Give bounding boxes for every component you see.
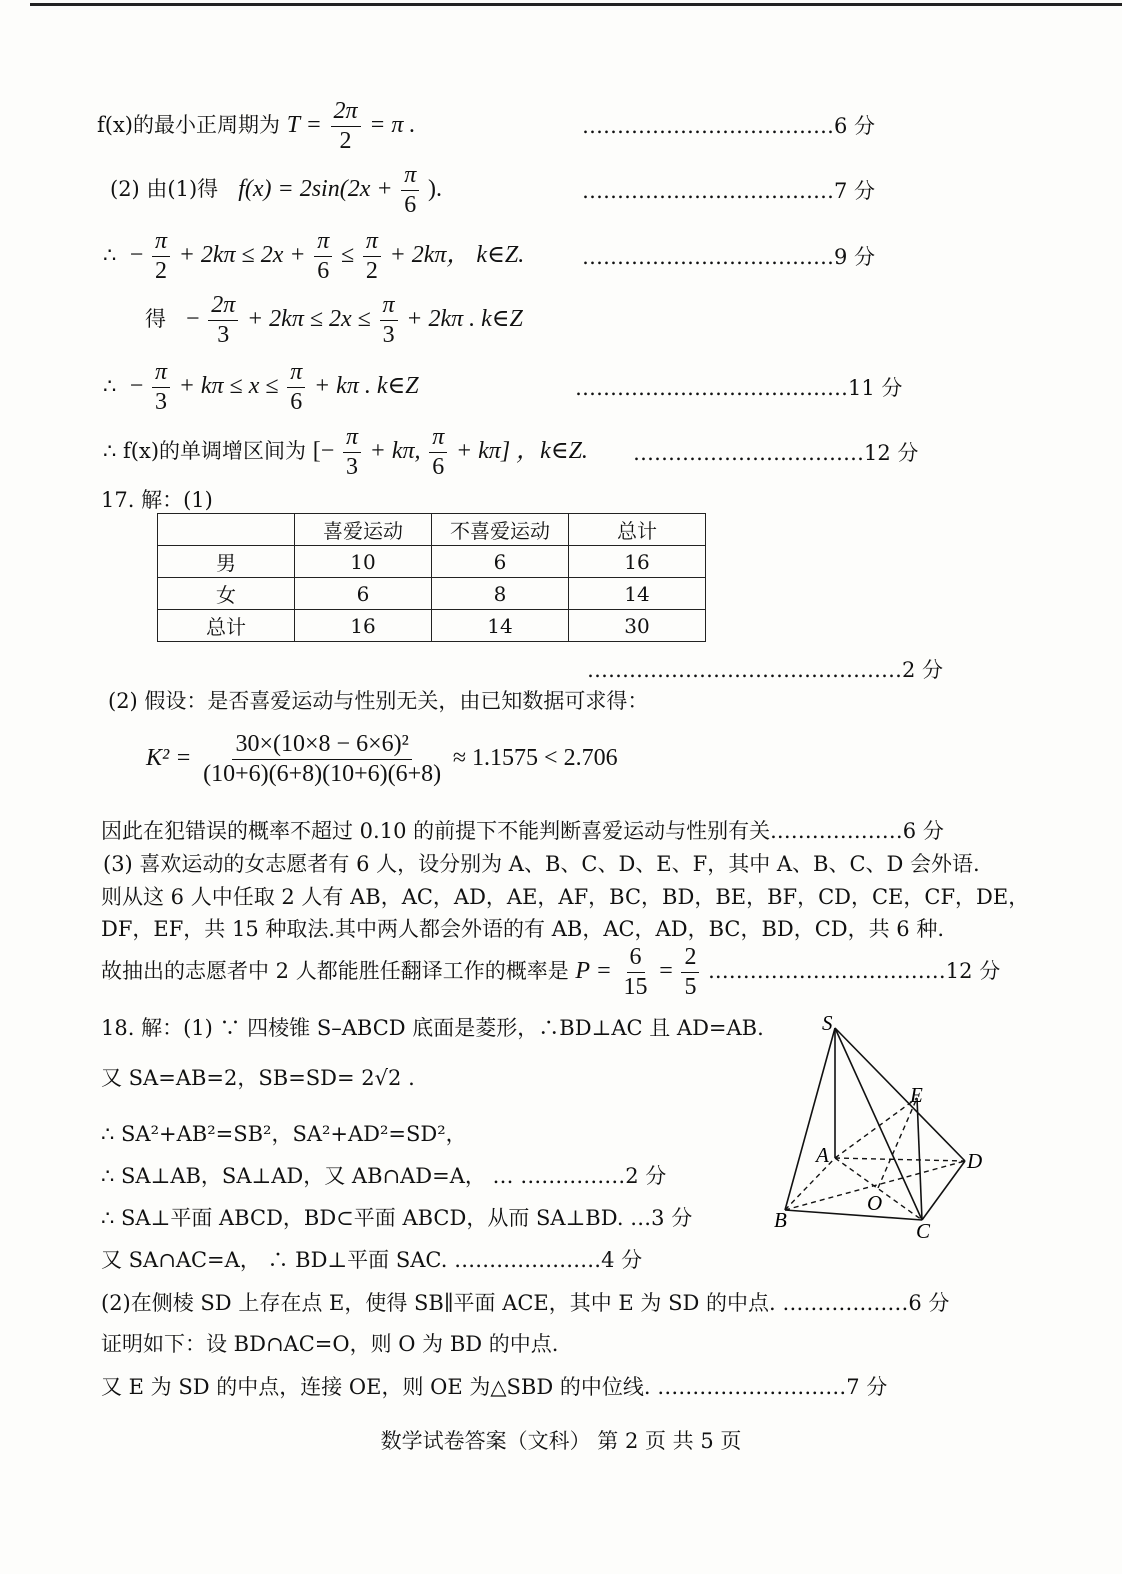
table-cell: 总计 (569, 514, 706, 546)
score: ………………………………9 分 (582, 245, 876, 269)
denominator: 2 (154, 258, 167, 285)
denominator: 3 (382, 322, 395, 349)
math: f(x) = 2sin(2x + (238, 176, 393, 203)
text: f(x)的最小正周期为 (97, 113, 281, 138)
table-cell: 总计 (158, 610, 295, 642)
score: …………………………………11 分 (575, 376, 903, 400)
fraction (380, 293, 398, 348)
table-cell (158, 514, 295, 546)
fraction (621, 945, 651, 1000)
problem-18-line-7: (2)在侧棱 SD 上存在点 E，使得 SB∥平面 ACE，其中 E 为 SD 的中点. ………………6 分 (101, 1291, 950, 1315)
numerator: 6 (627, 945, 645, 973)
line-inequality-3 (103, 360, 419, 415)
text: 得 (145, 307, 166, 332)
score: ………………………………………2 分 (587, 658, 944, 682)
fraction (343, 425, 361, 480)
pyramid-diagram (770, 1010, 1000, 1250)
denominator: (10+6)(6+8)(10+6)(6+8) (203, 761, 442, 788)
problem-17-part-3-line-1: (3) 喜欢运动的女志愿者有 6 人，设分别为 A、B、C、D、E、F，其中 A、B、C、D 会外语. (103, 852, 980, 876)
problem-18-line-1: 18. 解：(1) ∵ 四棱锥 S–ABCD 底面是菱形，∴BD⊥AC 且 AD=AB. (101, 1016, 764, 1040)
denominator: 2 (339, 128, 352, 155)
line-inequality-2 (145, 293, 523, 348)
problem-18-line-6: 又 SA∩AC=A， ∴ BD⊥平面 SAC. …………………4 分 (101, 1248, 643, 1272)
table-cell: 14 (569, 578, 706, 610)
vertex-label-d: D (967, 1149, 983, 1173)
edge-sb (785, 1028, 835, 1210)
vertex-label-e: E (910, 1083, 923, 1107)
denominator: 6 (404, 192, 417, 219)
line-inequality-1 (103, 229, 524, 284)
contingency-table (157, 513, 706, 642)
vertex-label-o: O (867, 1191, 883, 1215)
line-f-expression (110, 163, 442, 218)
math: + 2kπ， k∈Z. (389, 242, 525, 269)
denominator: 5 (684, 974, 697, 1001)
table-cell: 8 (432, 578, 569, 610)
denominator: 6 (290, 389, 303, 416)
therefore-symbol: ∴ (103, 243, 117, 268)
vertex-label-a: A (816, 1143, 829, 1167)
denominator: 3 (217, 322, 230, 349)
denominator: 2 (365, 258, 378, 285)
math: ≤ (340, 242, 355, 269)
edge-sd (835, 1028, 965, 1161)
score: ……………………………12 分 (633, 441, 919, 465)
fraction (401, 163, 419, 218)
numerator: π (343, 425, 361, 453)
fraction (200, 732, 444, 787)
math: K² = (146, 745, 192, 772)
problem-18-line-3: ∴ SA²+AB²=SB²，SA²+AD²=SD²， (101, 1122, 467, 1146)
math: + kπ, (369, 438, 421, 465)
table-cell: 16 (569, 546, 706, 578)
edge-bc (785, 1210, 922, 1220)
math: T = (286, 112, 322, 139)
numerator: π (380, 293, 398, 321)
problem-17-part-3-line-2: 则从这 6 人中任取 2 人有 AB，AC，AD，AE，AF，BC，BD，BE，BF，CD，CE，CF，DE， (101, 885, 1030, 909)
math: = (659, 958, 673, 985)
table-cell: 6 (295, 578, 432, 610)
math: = π . (369, 112, 416, 139)
math: + 2kπ ≤ 2x ≤ (246, 306, 371, 333)
line-period (97, 99, 415, 154)
math: P = (575, 958, 612, 985)
math: [− (312, 438, 335, 465)
k-squared-formula (146, 732, 618, 787)
problem-18-line-9: 又 E 为 SD 的中点，连接 OE，则 OE 为△SBD 的中位线. ………………………7 分 (101, 1375, 888, 1399)
table-cell: 男 (158, 546, 295, 578)
line-increasing-interval (103, 425, 588, 480)
math: + kπ . k∈Z (313, 373, 419, 400)
numerator: 2 (681, 945, 699, 973)
problem-18-line-2: 又 SA=AB=2，SB=SD= 2√2 . (101, 1066, 415, 1090)
numerator: 2π (331, 99, 361, 127)
numerator: 2π (208, 293, 238, 321)
numerator: π (287, 360, 305, 388)
fraction (152, 229, 170, 284)
math: − (186, 306, 200, 333)
numerator: π (401, 163, 419, 191)
table-header-row (158, 514, 706, 546)
fraction (208, 293, 238, 348)
math: + 2kπ . k∈Z (406, 306, 523, 333)
fraction (429, 425, 447, 480)
problem-18-line-5: ∴ SA⊥平面 ABCD，BD⊂平面 ABCD，从而 SA⊥BD. …3 分 (101, 1206, 693, 1230)
numerator: 30×(10×8 − 6×6)² (232, 732, 411, 760)
edge-ad-hidden (835, 1158, 965, 1161)
score: .……………………………12 分 (708, 959, 1001, 984)
table-cell: 30 (569, 610, 706, 642)
problem-17-heading: 17. 解：(1) (101, 488, 213, 512)
table-cell: 6 (432, 546, 569, 578)
therefore-symbol: ∴ (103, 374, 117, 399)
fraction (152, 360, 170, 415)
math: ). (427, 176, 442, 203)
page-footer: 数学试卷答案（文科） 第 2 页 共 5 页 (380, 1429, 742, 1453)
vertex-label-s: S (822, 1011, 833, 1035)
text: 故抽出的志愿者中 2 人都能胜任翻译工作的概率是 (101, 959, 569, 984)
table-cell: 女 (158, 578, 295, 610)
segment-oe-hidden (878, 1098, 917, 1188)
problem-17-conclusion: 因此在犯错误的概率不超过 0.10 的前提下不能判断喜爱运动与性别有关.………………6 分 (101, 819, 944, 843)
table-cell: 14 (432, 610, 569, 642)
problem-18-line-4: ∴ SA⊥AB，SA⊥AD，又 AB∩AD=A， … ……………2 分 (101, 1164, 667, 1188)
numerator: π (429, 425, 447, 453)
fraction (287, 360, 305, 415)
vertex-label-c: C (916, 1219, 931, 1243)
fraction (331, 99, 361, 154)
problem-17-part-3-line-3: DF，EF，共 15 种取法.其中两人都会外语的有 AB，AC，AD，BC，BD，CD，共 6 种. (101, 917, 945, 941)
problem-18-line-8: 证明如下：设 BD∩AC=O，则 O 为 BD 的中点. (101, 1332, 559, 1356)
table-row (158, 610, 706, 642)
probability-line (101, 945, 1000, 1000)
text: ∴ f(x)的单调增区间为 (103, 439, 307, 464)
score: ………………………………7 分 (582, 179, 876, 203)
denominator: 3 (345, 454, 358, 481)
top-border-line (30, 3, 1122, 6)
fraction (314, 229, 332, 284)
score: ………………………………6 分 (582, 114, 876, 138)
numerator: π (314, 229, 332, 257)
math: + 2kπ ≤ 2x + (178, 242, 306, 269)
denominator: 6 (317, 258, 330, 285)
fraction (363, 229, 381, 284)
fraction (681, 945, 699, 1000)
math: − (129, 242, 144, 269)
text: (2) 由(1)得 (110, 177, 219, 202)
edge-cd (922, 1161, 965, 1220)
denominator: 15 (623, 974, 648, 1001)
table-row (158, 578, 706, 610)
table-cell: 16 (295, 610, 432, 642)
numerator: π (152, 360, 170, 388)
numerator: π (363, 229, 381, 257)
math: − (129, 373, 144, 400)
numerator: π (152, 229, 170, 257)
denominator: 3 (154, 389, 167, 416)
table-cell: 不喜爱运动 (432, 514, 569, 546)
table-row (158, 546, 706, 578)
vertex-label-b: B (774, 1208, 787, 1232)
denominator: 6 (432, 454, 445, 481)
table-cell: 10 (295, 546, 432, 578)
table-cell: 喜爱运动 (295, 514, 432, 546)
math: ≈ 1.1575 < 2.706 (452, 745, 618, 772)
math: + kπ ≤ x ≤ (178, 373, 279, 400)
math: + kπ] ，k∈Z. (455, 438, 588, 465)
problem-17-part-2: (2) 假设：是否喜爱运动与性别无关，由已知数据可求得： (108, 689, 649, 713)
